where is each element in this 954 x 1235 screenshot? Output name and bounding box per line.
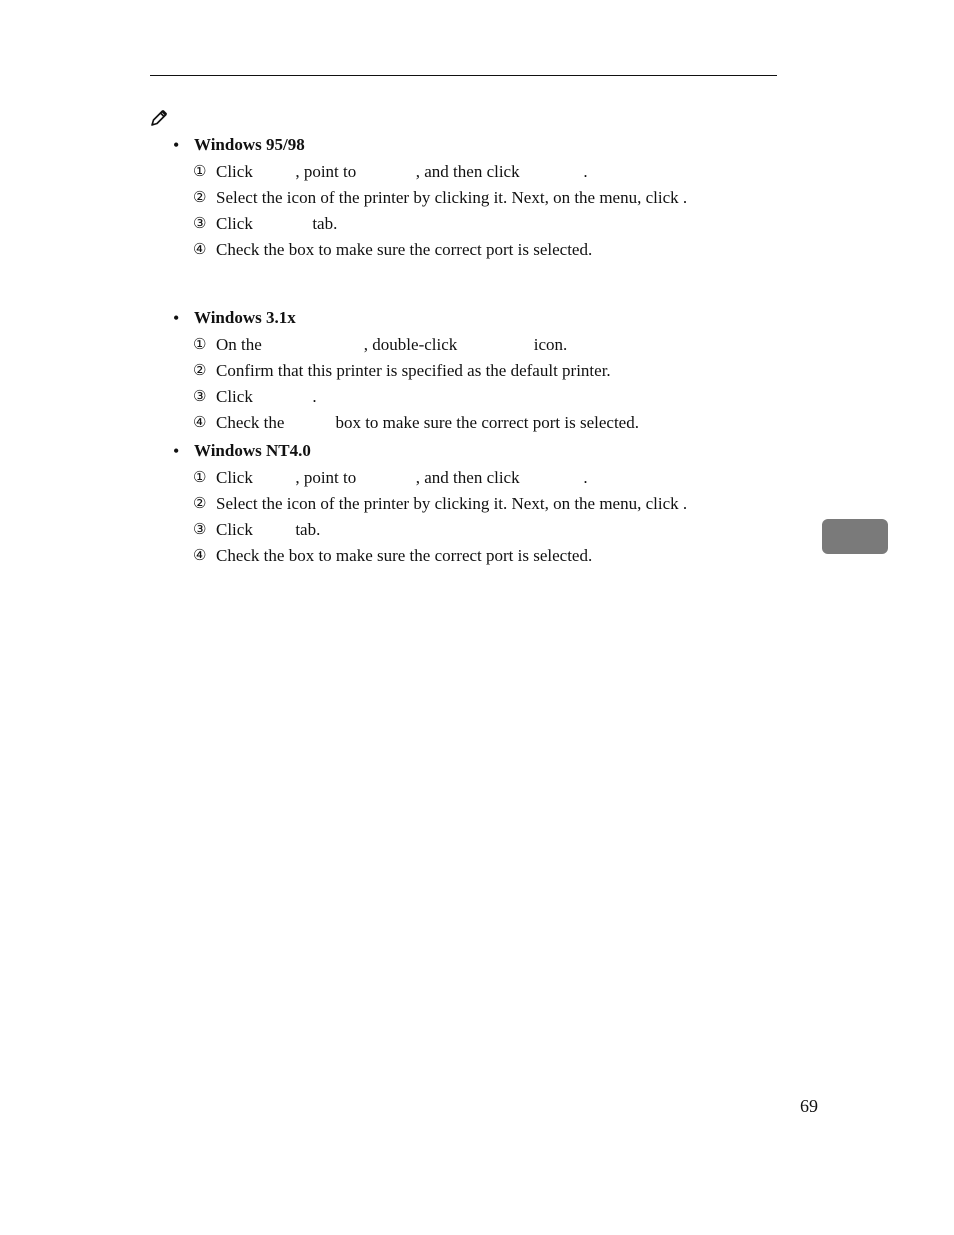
step-number: ③ bbox=[193, 216, 207, 232]
step-number: ④ bbox=[193, 548, 207, 564]
top-rule bbox=[150, 75, 777, 76]
step-item bbox=[193, 187, 777, 208]
bullet-heading bbox=[150, 440, 777, 462]
step-text: Check the box to make sure the correct port is selected. bbox=[216, 240, 593, 259]
step-number: ④ bbox=[193, 415, 207, 431]
step-text: Confirm that this printer is specified as the default printer. bbox=[216, 361, 611, 380]
bullet-dot: • bbox=[173, 308, 180, 328]
step-number: ② bbox=[193, 363, 207, 379]
bullet-dot: • bbox=[173, 135, 180, 155]
step-item bbox=[193, 545, 777, 566]
section-title: Windows 3.1x bbox=[194, 308, 296, 327]
section-windows-nt4 bbox=[150, 440, 777, 566]
step-item bbox=[193, 239, 777, 260]
step-number: ④ bbox=[193, 242, 207, 258]
step-item bbox=[193, 467, 777, 488]
step-item bbox=[193, 412, 777, 433]
bullet-heading bbox=[150, 134, 777, 156]
step-text: Click . bbox=[216, 387, 317, 406]
step-item bbox=[193, 519, 777, 540]
step-number: ③ bbox=[193, 522, 207, 538]
section-windows-95-98 bbox=[150, 134, 777, 260]
step-text: Check the box to make sure the correct port is selected. bbox=[216, 546, 593, 565]
step-item bbox=[193, 360, 777, 381]
step-text: Select the icon of the printer by clicking it. Next, on the menu, click . bbox=[216, 188, 688, 207]
bullet-heading bbox=[150, 307, 777, 329]
step-text: Click , point to , and then click . bbox=[216, 162, 588, 181]
step-item bbox=[193, 213, 777, 234]
section-title: Windows 95/98 bbox=[194, 135, 305, 154]
step-number: ② bbox=[193, 190, 207, 206]
step-number: ② bbox=[193, 496, 207, 512]
pencil-icon bbox=[149, 108, 169, 128]
step-item bbox=[193, 493, 777, 514]
section-title: Windows NT4.0 bbox=[194, 441, 311, 460]
step-text: Check the box to make sure the correct port is selected. bbox=[216, 413, 639, 432]
page-number: 69 bbox=[800, 1096, 818, 1116]
step-text: Click tab. bbox=[216, 214, 338, 233]
step-number: ③ bbox=[193, 389, 207, 405]
step-text: Select the icon of the printer by clicking it. Next, on the menu, click . bbox=[216, 494, 688, 513]
step-text: Click , point to , and then click . bbox=[216, 468, 588, 487]
bullet-dot: • bbox=[173, 441, 180, 461]
step-number: ① bbox=[193, 164, 207, 180]
step-item bbox=[193, 161, 777, 182]
section-windows-3-1x bbox=[150, 307, 777, 433]
step-number: ① bbox=[193, 470, 207, 486]
step-text: Click tab. bbox=[216, 520, 321, 539]
step-item bbox=[193, 334, 777, 355]
step-text: On the , double-click icon. bbox=[216, 335, 568, 354]
chapter-tab-marker bbox=[822, 519, 888, 554]
step-item bbox=[193, 386, 777, 407]
step-number: ① bbox=[193, 337, 207, 353]
